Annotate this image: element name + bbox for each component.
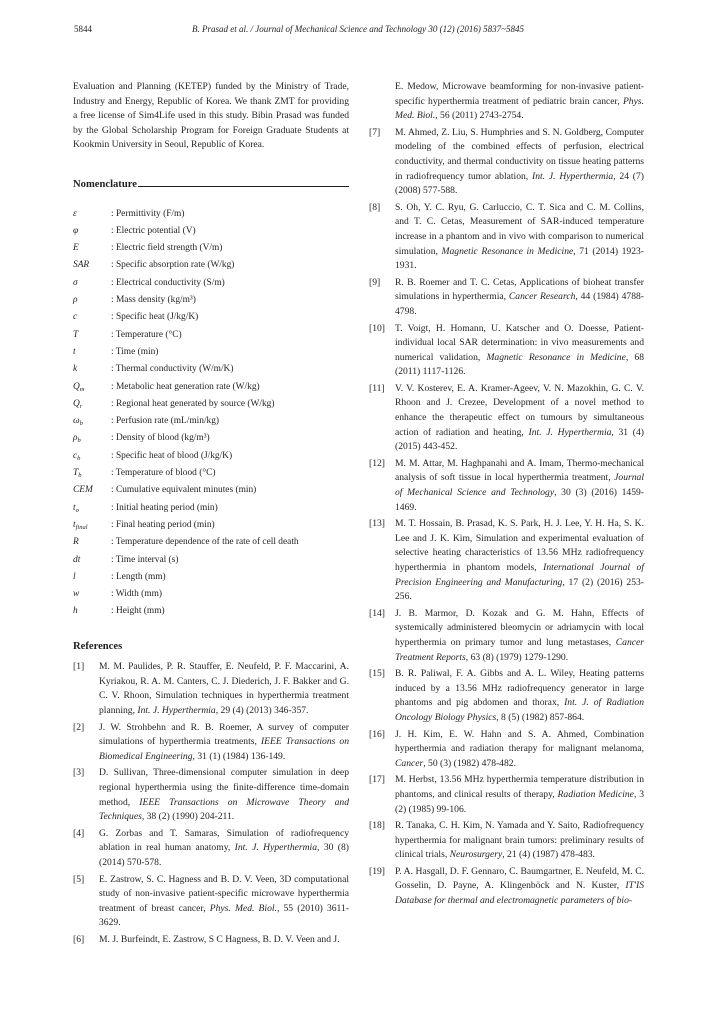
nomenclature-item	[73, 466, 349, 483]
reference-list-left	[73, 660, 349, 947]
reference-text: M. M. Attar, M. Haghpanahi and A. Imam, Thermo-mechanical analysis of soft tissue in local hyperthermia treatment, Journal of Mechanical Science and Technology, 30 (3) (2016) 1459-1469.	[395, 457, 645, 513]
reference-entry	[369, 728, 644, 772]
references-title: References	[73, 640, 123, 652]
reference-number: [19]	[369, 865, 385, 877]
nomenclature-symbol: w	[73, 589, 80, 600]
nomenclature-description: : Time (min)	[111, 346, 159, 357]
reference-entry	[369, 865, 644, 909]
reference-number: [12]	[369, 457, 385, 469]
nomenclature-description: : Metabolic heat generation rate (W/kg)	[111, 381, 260, 392]
reference-text: P. A. Hasgall, D. F. Gennaro, C. Baumgartner, E. Neufeld, M. C. Gosselin, D. Payne, A. Klingenböck and N. Kuster, IT'IS Database for thermal and electromagnetic parameters of bio-	[395, 865, 644, 907]
nomenclature-symbol: φ	[73, 225, 79, 236]
nomenclature-description: : Mass density (kg/m³)	[111, 295, 196, 306]
reference-text: J. B. Marmor, D. Kozak and G. M. Hahn, Effects of systemically administered bleomycin or adriamycin with local hyperthermia on primary tumor and lung metastases, Cancer Treatment Reports, 63 (8) (1979) 1279-1290.	[395, 607, 644, 663]
nomenclature-item	[73, 570, 349, 587]
nomenclature-item	[73, 535, 349, 552]
nomenclature-item	[73, 449, 349, 466]
reference-text: T. Voigt, H. Homann, U. Katscher and O. Doesse, Patient-individual local SAR determination: in vivo measurements and numerical validation, Magnetic Resonance in Medicine, 68 (2011) 1117-1126.	[395, 322, 645, 378]
reference-text: M. Herbst, 13.56 MHz hyperthermia temperature distribution in phantoms, and clinical results of therapy, Radiation Medicine, 3 (2) (1985) 99-106.	[395, 774, 645, 815]
reference-number: [17]	[369, 774, 385, 786]
reference-number: [8]	[369, 201, 381, 213]
nomenclature-symbol: l	[73, 571, 76, 582]
nomenclature-symbol: R	[73, 537, 79, 548]
nomenclature-item	[73, 310, 349, 327]
nomenclature-description: : Height (mm)	[111, 606, 165, 617]
nomenclature-item	[73, 483, 349, 500]
reference-entry	[369, 201, 644, 274]
reference-text: B. R. Paliwal, F. A. Gibbs and A. L. Wiley, Heating patterns induced by a 13.56 MHz radiofrequency generator in large phantoms and pig abdomen and thorax, Int. J. of Radiation Oncology Biology Physics, 8 (5) (1982) 857-864.	[395, 668, 645, 723]
nomenclature-symbol: dt	[73, 554, 81, 565]
reference-entry	[369, 382, 644, 455]
reference-number: [7]	[369, 126, 381, 138]
nomenclature-description: : Specific heat (J/kg/K)	[111, 312, 199, 323]
reference-number: [15]	[369, 668, 385, 680]
reference-entry	[73, 933, 349, 948]
nomenclature-item	[73, 414, 349, 431]
nomenclature-symbol: t	[73, 346, 76, 357]
reference-entry	[369, 667, 644, 725]
reference-entry	[369, 457, 644, 515]
nomenclature-description: : Permittivity (F/m)	[111, 208, 185, 219]
nomenclature-item	[73, 224, 349, 241]
left-column	[73, 80, 349, 950]
reference-text: J. H. Kim, E. W. Hahn and S. A. Ahmed, Combination hyperthermia and radiation therapy for malignant melanoma, Cancer, 50 (3) (1982) 478-482.	[395, 728, 644, 769]
references-heading	[73, 640, 349, 655]
reference-text: M. T. Hossain, B. Prasad, K. S. Park, H. J. Lee, Y. H. Ha, S. K. Lee and J. K. Kim, Simulation and experimental evaluation of selective heating characteristics of 13.56 MHz radiofrequency hyperthermia in phantom models, International Journal of Precision Engineering and Manufacturing, 17 (2) (2016) 253-256.	[395, 518, 645, 603]
reference-number: [18]	[369, 820, 385, 832]
reference-entry	[369, 80, 644, 124]
reference-entry	[369, 276, 644, 320]
reference-number: [14]	[369, 607, 385, 619]
nomenclature-description: : Electric field strength (V/m)	[111, 243, 223, 254]
nomenclature-heading	[73, 178, 349, 193]
nomenclature-description: : Temperature (°C)	[111, 329, 182, 340]
reference-entry	[73, 660, 349, 718]
nomenclature-item	[73, 604, 349, 621]
nomenclature-symbol: $Q_m$	[73, 381, 85, 393]
nomenclature-description: : Temperature of blood (°C)	[111, 468, 216, 479]
reference-text: J. W. Strohbehn and R. B. Roemer, A survey of computer simulations of hyperthermia treatments, IEEE Transactions on Biomedical Engineering, 31 (1) (1984) 136-149.	[99, 721, 350, 762]
acknowledgement-paragraph: Evaluation and Planning (KETEP) funded by the Ministry of Trade, Industry and Energy, Republic of Korea. We thank ZMT for providing a free license of Sim4Life used in this study. Bibin Prasad was funded by the Global Scholarship Program for Foreign Graduate Students at Kookmin University in Seoul, Republic of Korea.	[73, 81, 349, 151]
nomenclature-description: : Specific heat of blood (J/kg/K)	[111, 450, 233, 461]
reference-entry	[73, 827, 349, 871]
nomenclature-description: : Width (mm)	[111, 589, 163, 600]
reference-entry	[73, 721, 349, 765]
nomenclature-symbol: ρ	[73, 295, 78, 306]
reference-number: [11]	[369, 382, 385, 394]
reference-text: M. M. Paulides, P. R. Stauffer, E. Neufeld, P. F. Maccarini, A. Kyriakou, R. A. M. Canters, C. J. Diederich, J. F. Bakker and G. C. V. Rhoon, Simulation techniques in hyperthermia treatment planning, Int. J. Hyperthermia, 29 (4) (2013) 346-357.	[99, 661, 349, 717]
nomenclature-list	[73, 207, 349, 622]
reference-text: D. Sullivan, Three-dimensional computer simulation in deep regional hyperthermia using the finite-difference time-domain method, IEEE Transactions on Microwave Theory and Techniques, 38 (2) (1990) 204-211.	[99, 767, 349, 823]
nomenclature-description: : Specific absorption rate (W/kg)	[111, 260, 235, 271]
reference-text: E. Zastrow, S. C. Hagness and B. D. V. Veen, 3D computational study of non-invasive patient-specific microwave hyperthermia treatment of breast cancer, Phys. Med. Biol., 55 (2010) 3611-3629.	[99, 873, 349, 929]
reference-number: [5]	[73, 873, 85, 885]
nomenclature-symbol: $t_{final}$	[73, 519, 88, 531]
reference-entry	[73, 766, 349, 824]
nomenclature-symbol: ε	[73, 208, 77, 219]
reference-entry	[369, 322, 644, 380]
reference-number: [4]	[73, 827, 85, 839]
reference-list-right	[369, 80, 644, 909]
page-number: 5844	[74, 24, 92, 34]
nomenclature-item	[73, 501, 349, 518]
nomenclature-symbol: T	[73, 329, 79, 340]
nomenclature-description: : Cumulative equivalent minutes (min)	[111, 485, 257, 496]
reference-number: [13]	[369, 518, 385, 530]
reference-text: S. Oh, Y. C. Ryu, G. Carluccio, C. T. Sica and C. M. Collins, and T. C. Cetas, Measurement of SAR-induced temperature increase in a phantom and in vivo with comparison to numerical simulation, Magnetic Resonance in Medicine, 71 (2014) 1923-1931.	[395, 201, 644, 272]
reference-entry	[369, 517, 644, 605]
reference-text: E. Medow, Microwave beamforming for non-invasive patient-specific hyperthermia treatment of pediatric brain cancer, Phys. Med. Biol., 56 (2011) 2743-2754.	[395, 81, 644, 122]
nomenclature-symbol: SAR	[73, 260, 90, 271]
reference-number: [2]	[73, 721, 85, 733]
right-column	[369, 80, 644, 911]
nomenclature-item	[73, 293, 349, 310]
nomenclature-item	[73, 431, 349, 448]
nomenclature-title: Nomenclature	[73, 178, 137, 190]
nomenclature-item	[73, 553, 349, 570]
nomenclature-description: : Perfusion rate (mL/min/kg)	[111, 416, 220, 427]
reference-entry	[73, 873, 349, 931]
nomenclature-symbol: k	[73, 364, 78, 375]
running-head: B. Prasad et al. / Journal of Mechanical Science and Technology 30 (12) (2016) 5837~5845	[192, 24, 524, 34]
nomenclature-description: : Density of blood (kg/m³)	[111, 433, 210, 444]
nomenclature-symbol: E	[73, 243, 79, 254]
reference-number: [3]	[73, 767, 85, 779]
reference-text: V. V. Kosterev, E. A. Kramer-Ageev, V. N. Mazokhin, G. C. V. Rhoon and J. Crezee, Development of a novel method to enhance the therapeutic effect on tumours by simultaneous action of radiation and heating, Int. J. Hyperthermia, 31 (4) (2015) 443-452.	[395, 382, 644, 453]
nomenclature-symbol: $t_o$	[73, 502, 79, 514]
nomenclature-item	[73, 362, 349, 379]
reference-text: G. Zorbas and T. Samaras, Simulation of radiofrequency ablation in real human anatomy, Int. J. Hyperthermia, 30 (8) (2014) 570-578.	[99, 827, 349, 868]
reference-number	[369, 80, 395, 124]
reference-number: [6]	[73, 933, 85, 945]
nomenclature-item	[73, 258, 349, 275]
nomenclature-symbol: $T_b$	[73, 468, 82, 480]
nomenclature-item	[73, 276, 349, 293]
nomenclature-item	[73, 587, 349, 604]
nomenclature-symbol: $\omega_b$	[73, 416, 83, 428]
nomenclature-symbol: $\rho_b$	[73, 433, 81, 445]
nomenclature-description: : Regional heat generated by source (W/kg)	[111, 398, 275, 409]
reference-number: [9]	[369, 276, 381, 288]
nomenclature-description: : Length (mm)	[111, 571, 166, 582]
page-header	[74, 22, 642, 36]
nomenclature-symbol: h	[73, 606, 78, 617]
nomenclature-description: : Electrical conductivity (S/m)	[111, 277, 225, 288]
nomenclature-item	[73, 241, 349, 258]
reference-text: R. Tanaka, C. H. Kim, N. Yamada and Y. Saito, Radiofrequency hyperthermia for malignant brain tumors: preliminary results of clinical trials, Neurosurgery, 21 (4) (1987) 478-483.	[395, 820, 644, 861]
nomenclature-symbol: σ	[73, 277, 78, 288]
reference-number: [16]	[369, 728, 385, 740]
nomenclature-item	[73, 397, 349, 414]
nomenclature-item	[73, 207, 349, 224]
nomenclature-symbol: $Q_r$	[73, 398, 83, 410]
reference-entry	[369, 773, 644, 817]
nomenclature-symbol: CEM	[73, 485, 93, 496]
reference-entry	[369, 819, 644, 863]
reference-text: M. Ahmed, Z. Liu, S. Humphries and S. N. Goldberg, Computer modeling of the combined effects of perfusion, electrical conductivity, and thermal conductivity on tissue heating patterns in radiofrequency tumor ablation, Int. J. Hyperthermia, 24 (7) (2008) 577-588.	[395, 126, 644, 197]
nomenclature-item	[73, 380, 349, 397]
reference-entry	[369, 607, 644, 665]
nomenclature-item	[73, 345, 349, 362]
reference-number: [1]	[73, 661, 85, 673]
nomenclature-description: : Electric potential (V)	[111, 225, 196, 236]
nomenclature-description: : Initial heating period (min)	[111, 502, 218, 513]
heading-rule	[138, 186, 349, 187]
nomenclature-item	[73, 518, 349, 535]
reference-entry	[369, 126, 644, 199]
reference-text: R. B. Roemer and T. C. Cetas, Applications of bioheat transfer simulations in hyperthermia, Cancer Research, 44 (1984) 4788-4798.	[395, 276, 644, 317]
reference-text: M. J. Burfeindt, E. Zastrow, S C Hagness, B. D. V. Veen and J.	[99, 933, 340, 945]
nomenclature-description: : Temperature dependence of the rate of cell death	[111, 537, 299, 548]
nomenclature-symbol: c	[73, 312, 78, 323]
reference-number: [10]	[369, 322, 385, 334]
nomenclature-description: : Thermal conductivity (W/m/K)	[111, 364, 234, 375]
nomenclature-item	[73, 328, 349, 345]
nomenclature-description: : Time interval (s)	[111, 554, 179, 565]
nomenclature-symbol: $c_b$	[73, 450, 81, 462]
nomenclature-description: : Final heating period (min)	[111, 519, 215, 530]
